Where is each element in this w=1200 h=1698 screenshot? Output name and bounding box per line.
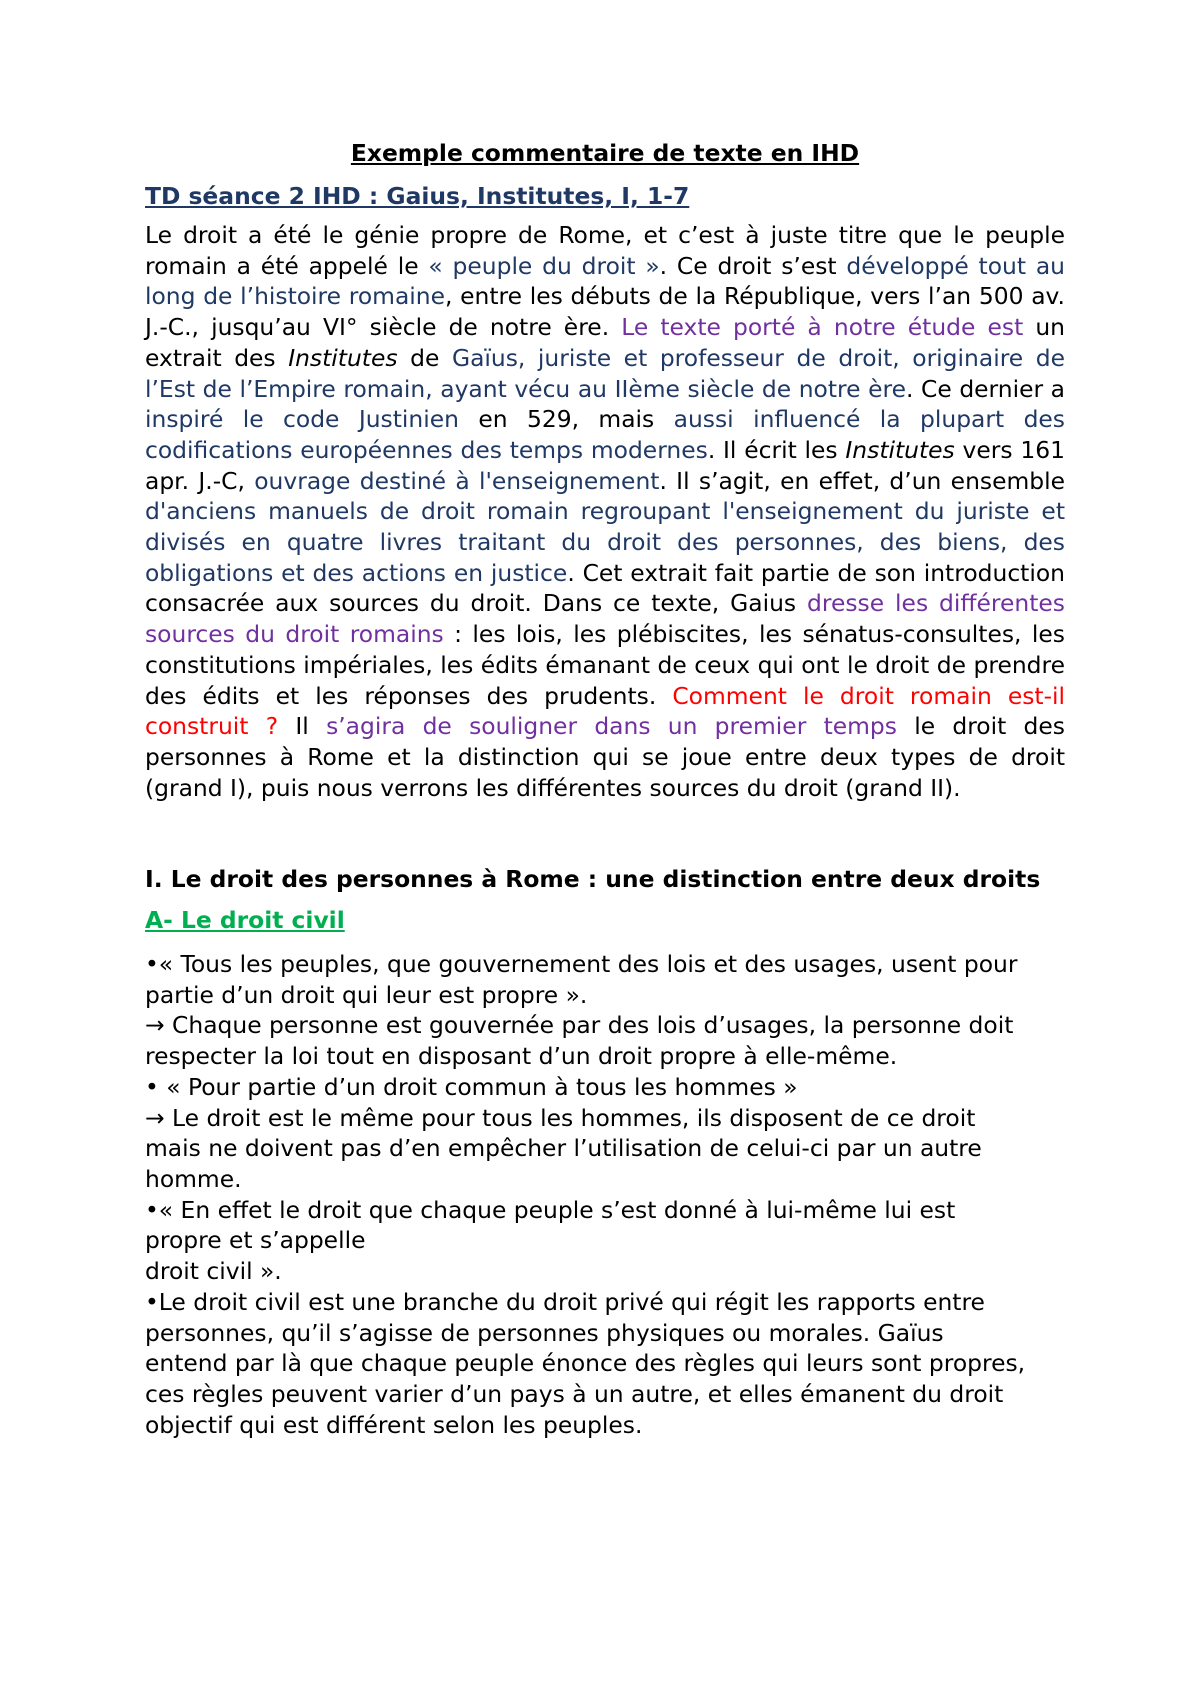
td-heading: TD séance 2 IHD : Gaius, Institutes, I, 1-7 (145, 182, 690, 210)
intro-segment: un extrait des (145, 313, 1065, 372)
body-line: partie d’un droit qui leur est propre ». (145, 980, 588, 1009)
intro-segment: dresse les différentes sources du droit romains (145, 589, 1065, 649)
body-line: •« Tous les peuples, que gouvernement des lois et des usages, usent pour (145, 950, 1018, 979)
body-line: ces règles peuvent varier d’un pays à un autre, et elles émanent du droit (145, 1379, 1004, 1408)
body-line: personnes, qu’il s’agisse de personnes physiques ou morales. Gaïus (145, 1318, 944, 1347)
body-line: respecter la loi tout en disposant d’un droit propre à elle-même. (145, 1042, 898, 1071)
intro-segment: Le droit a été le génie propre de Rome, et c’est à juste titre que le peuple romain a été appelé le (145, 221, 1065, 280)
body-line: •« En effet le droit que chaque peuple s’est donné à lui-même lui est (145, 1195, 956, 1224)
intro-segment: . Il s’agit, en effet, d’un ensemble (659, 466, 1065, 495)
body-line: •Le droit civil est une branche du droit privé qui régit les rapports entre (145, 1287, 985, 1316)
body-line: objectif qui est différent selon les peuples. (145, 1410, 643, 1439)
document-page (145, 138, 1065, 1440)
intro-segment: développé tout au long de l’histoire romaine (145, 251, 1065, 311)
document-title: Exemple commentaire de texte en IHD (350, 139, 860, 167)
body-line: mais ne doivent pas d’en empêcher l’utilisation de celui-ci par un autre (145, 1134, 982, 1163)
intro-segment: en 529, mais (458, 405, 674, 434)
intro-segment: Gaïus, juriste et professeur de droit, originaire de l’Est de l’Empire romain, ayant vécu au IIème siècle de notre ère (145, 343, 1065, 403)
intro-segment: inspiré le code Justinien (145, 405, 459, 434)
intro-segment: s’agira de souligner dans un premier temps (326, 712, 897, 741)
intro-segment: Le texte porté à notre étude est (621, 313, 1024, 342)
intro-segment: Comment le droit romain est-il construit ? (145, 681, 1066, 741)
intro-segment: . Ce dernier a (906, 374, 1066, 403)
body-line: → Chaque personne est gouvernée par des lois d’usages, la personne doit (145, 1011, 1014, 1040)
body-lines (145, 949, 1065, 1440)
intro-segment: « peuple du droit » (428, 251, 660, 280)
intro-segment: . Il écrit les (707, 435, 846, 464)
subsection-heading: A- Le droit civil (145, 906, 345, 935)
intro-segment: aussi influencé la plupart des codifications européennes des temps modernes (145, 405, 1065, 464)
intro-segment: . Cet extrait fait partie de son introduction consacrée aux sources du droit. Dans ce texte, Gaius (145, 558, 1065, 618)
body-line: → Le droit est le même pour tous les hommes, ils disposent de ce droit (145, 1103, 976, 1132)
section-heading: I. Le droit des personnes à Rome : une distinction entre deux droits (145, 865, 1041, 894)
intro-segment: d'anciens manuels de droit romain regroupant l'enseignement du juriste et divisés en quatre livres traitant du droit des personnes, des biens, des obligations et des actions en justice (145, 497, 1065, 587)
intro-segment: Institutes (845, 435, 955, 464)
intro-segment: . Ce droit s’est (659, 251, 847, 280)
body-line: homme. (145, 1164, 242, 1193)
intro-segment: Il (278, 712, 327, 741)
section-spacer (145, 803, 1065, 864)
intro-segment: : les lois, les plébiscites, les sénatus-consultes, les constitutions impériales, les édits émanant de ceux qui ont le droit de prendre des édits et les réponses des prudents. (145, 620, 1065, 710)
intro-segment: le droit des personnes à Rome et la distinction qui se joue entre deux types de droit (grand I), puis nous verrons les différentes sources du droit (grand II). (145, 712, 1065, 802)
body-line: • « Pour partie d’un droit commun à tous les hommes » (145, 1072, 798, 1101)
intro-segment: Institutes (288, 343, 398, 372)
intro-segment: vers 161 apr. J.-C, (145, 435, 1065, 495)
intro-segment: ouvrage destiné à l'enseignement (254, 466, 660, 495)
body-line: propre et s’appelle (145, 1226, 366, 1255)
body-line: entend par là que chaque peuple énonce des règles qui leurs sont propres, (145, 1349, 1026, 1378)
body-line: droit civil ». (145, 1257, 282, 1286)
intro-paragraph (145, 220, 1065, 803)
intro-segment: de (397, 343, 452, 372)
intro-segment: , entre les débuts de la République, vers l’an 500 av. J.-C., jusqu’au VI° siècle de notre ère. (145, 282, 1065, 342)
